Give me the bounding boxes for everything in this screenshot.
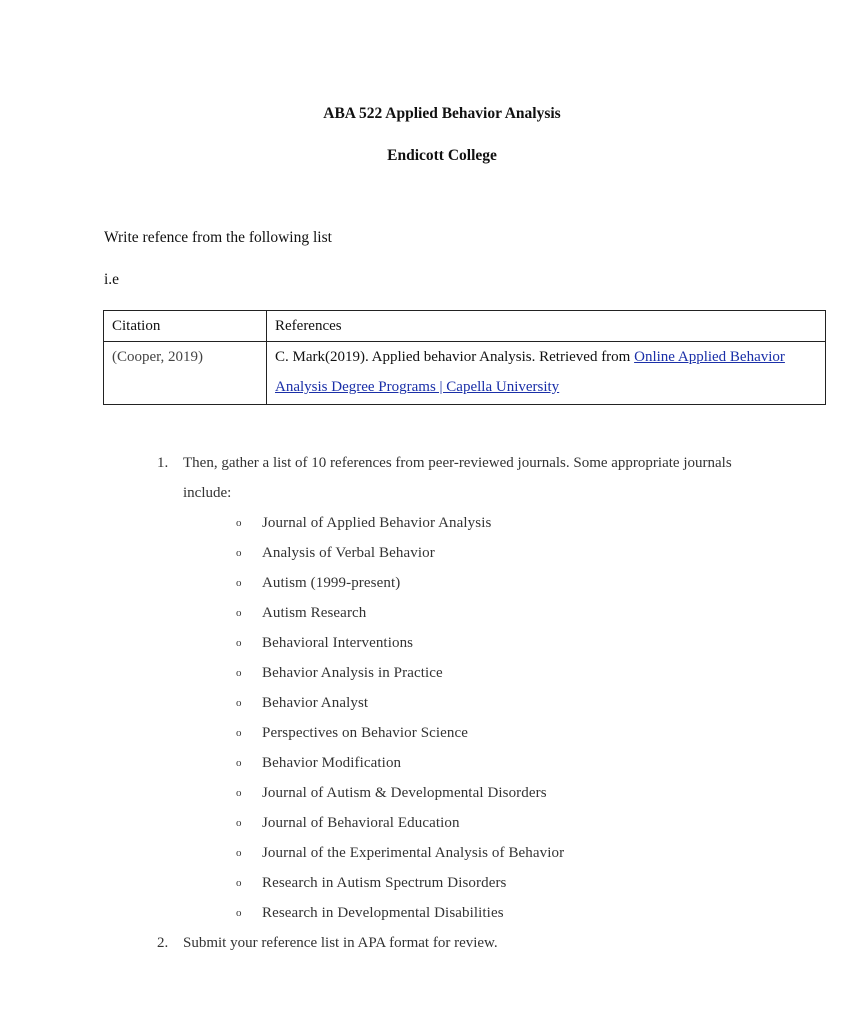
list-item: o Autism (1999-present) — [0, 568, 854, 598]
college-name: Endicott College — [387, 147, 497, 164]
journal-list — [0, 508, 854, 928]
list-item: o Perspectives on Behavior Science — [0, 718, 854, 748]
bullet-icon: o — [236, 817, 242, 829]
bullet-icon: o — [236, 637, 242, 649]
list-item: o Behavioral Interventions — [0, 628, 854, 658]
step-1 — [0, 448, 783, 508]
table-row — [104, 342, 826, 405]
bullet-icon: o — [236, 667, 242, 679]
bullet-icon: o — [236, 577, 242, 589]
list-item: o Autism Research — [0, 598, 854, 628]
bullet-icon: o — [236, 547, 242, 559]
bullet-icon: o — [236, 877, 242, 889]
list-item: o Behavior Analysis in Practice — [0, 658, 854, 688]
table-header-row — [104, 311, 826, 342]
example-label: i.e — [104, 271, 120, 288]
list-item: o Journal of Applied Behavior Analysis — [0, 508, 854, 538]
step-number: 2. — [157, 935, 169, 951]
header-references: References — [267, 311, 826, 342]
citation-cell: (Cooper, 2019) — [104, 342, 267, 405]
list-item: o Analysis of Verbal Behavior — [0, 538, 854, 568]
bullet-icon: o — [236, 517, 242, 529]
list-item: o Journal of Behavioral Education — [0, 808, 854, 838]
header-citation: Citation — [104, 311, 267, 342]
list-item: o Research in Developmental Disabilities — [0, 898, 854, 928]
reference-text: C. Mark(2019). Applied behavior Analysis. Retrieved from — [275, 349, 635, 365]
step-text: Then, gather a list of 10 references from peer-reviewed journals. Some appropriate journals include: — [183, 455, 732, 501]
step-2 — [0, 928, 783, 958]
steps-list — [0, 448, 854, 958]
list-item: o Journal of Autism & Developmental Disorders — [0, 778, 854, 808]
instruction-text: Write refence from the following list — [104, 229, 332, 246]
list-item: o Research in Autism Spectrum Disorders — [0, 868, 854, 898]
list-item: o Behavior Modification — [0, 748, 854, 778]
bullet-icon: o — [236, 907, 242, 919]
bullet-icon: o — [236, 757, 242, 769]
bullet-icon: o — [236, 847, 242, 859]
step-text: Submit your reference list in APA format for review. — [183, 935, 498, 951]
bullet-icon: o — [236, 787, 242, 799]
bullet-icon: o — [236, 727, 242, 739]
bullet-icon: o — [236, 607, 242, 619]
bullet-icon: o — [236, 697, 242, 709]
reference-table — [103, 310, 826, 405]
reference-cell — [267, 342, 826, 405]
list-item: o Behavior Analyst — [0, 688, 854, 718]
step-number: 1. — [157, 455, 169, 471]
course-title: ABA 522 Applied Behavior Analysis — [323, 105, 561, 122]
capella-link[interactable]: Online Applied Behavior Analysis Degree Programs | Capella University — [275, 349, 785, 395]
list-item: o Journal of the Experimental Analysis of Behavior — [0, 838, 854, 868]
